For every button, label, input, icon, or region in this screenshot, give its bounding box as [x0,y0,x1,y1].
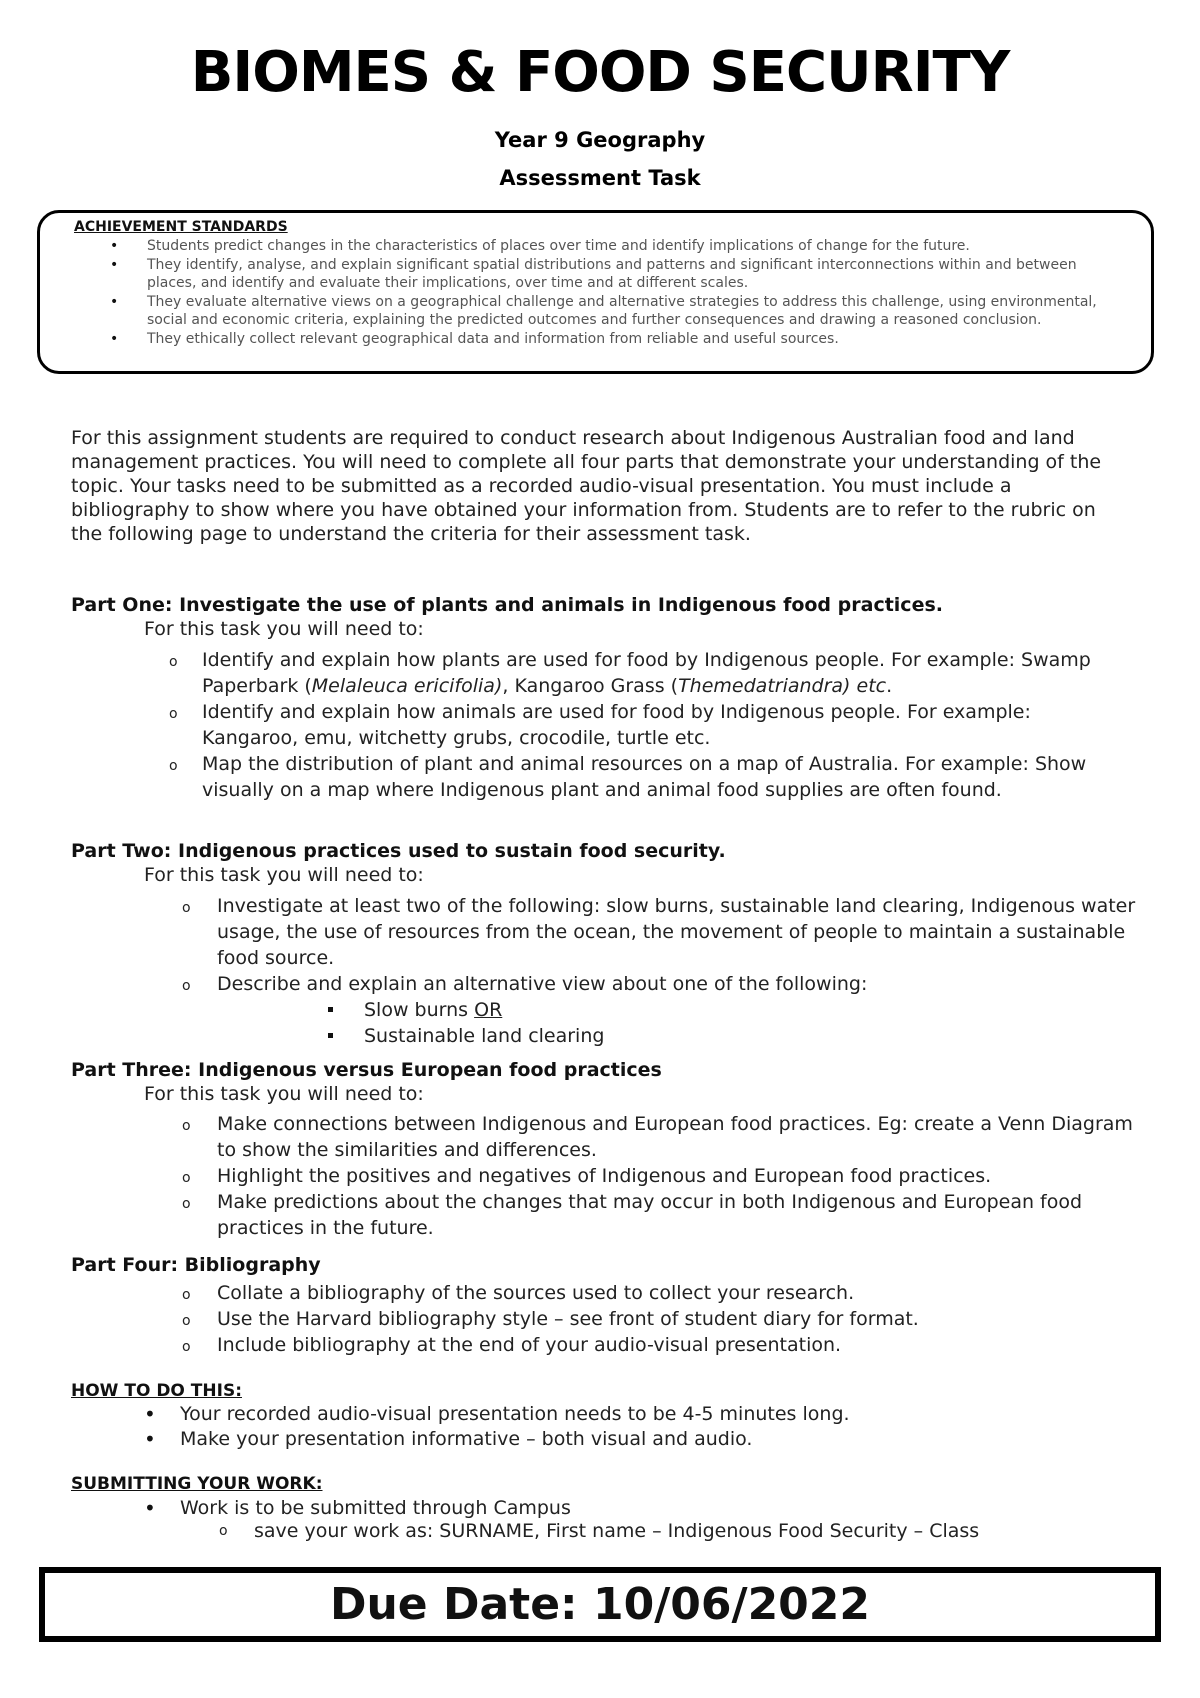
item-text: Identify and explain how plants are used for food by Indigenous people. For example: Swamp Paperbark ( [202,649,1091,697]
submitting-list [180,1496,571,1521]
option-item: Sustainable land clearing [364,1025,605,1047]
part-one-item: o Map the distribution of plant and animal resources on a map of Australia. For example: Show visually on a map where Indigenous plant and animal food supplies are often found. [202,751,1132,803]
part-four-list [217,1280,1137,1358]
standards-heading: ACHIEVEMENT STANDARDS [74,219,288,235]
how-to-item: • Make your presentation informative – both visual and audio. [180,1427,850,1452]
how-to-item: • Your recorded audio-visual presentation needs to be 4-5 minutes long. [180,1402,850,1427]
standard-item: • They evaluate alternative views on a geographical challenge and alternative strategies to address this challenge, using environmental, social and economic criteria, explaining the predicted outcomes and further consequences and drawing a reasoned conclusion. [74,293,1121,330]
part-two-need: For this task you will need to: [144,864,424,886]
achievement-standards-box [37,210,1154,374]
part-four-item: o Include bibliography at the end of your audio-visual presentation. [217,1332,1137,1358]
submitting-heading: SUBMITTING YOUR WORK: [71,1474,323,1494]
how-to-heading: HOW TO DO THIS: [71,1381,242,1401]
save-as-instruction: o save your work as: SURNAME, First name – Indigenous Food Security – Class [254,1520,979,1542]
part-three-item: o Make predictions about the changes that may occur in both Indigenous and European food practices in the future. [217,1189,1137,1241]
item-italic: Melaleuca ericifolia) [311,675,503,697]
how-to-list [180,1402,850,1452]
submitting-item: • Work is to be submitted through Campus [180,1496,571,1521]
part-three-item: o Highlight the positives and negatives of Indigenous and European food practices. [217,1163,1137,1189]
part-one-need: For this task you will need to: [144,618,424,640]
page-title: BIOMES & FOOD SECURITY [190,40,1010,105]
part-three-heading: Part Three: Indigenous versus European food practices [71,1059,662,1081]
part-two-list [217,893,1137,997]
part-one-heading: Part One: Investigate the use of plants and animals in Indigenous food practices. [71,594,943,616]
standard-item: • They identify, analyse, and explain significant spatial distributions and patterns and significant interconnections within and between places, and identify and evaluate their implications, over time and at different scales. [74,256,1121,293]
alternative-view-options [364,997,604,1049]
due-date-box [39,1567,1161,1642]
standard-item: • Students predict changes in the characteristics of places over time and identify implications of change for the future. [74,237,1121,256]
part-four-item: o Collate a bibliography of the sources used to collect your research. [217,1280,1137,1306]
part-one-item: o Identify and explain how animals are used for food by Indigenous people. For example: Kangaroo, emu, witchetty grubs, crocodile, turtle etc. [202,699,1132,751]
item-text: . [886,675,893,697]
part-three-item: o Make connections between Indigenous and European food practices. Eg: create a Venn Diagram to show the similarities and differences. [217,1111,1137,1163]
part-two-heading: Part Two: Indigenous practices used to sustain food security. [71,840,726,862]
option-text: Slow burns [364,999,475,1021]
task-subtitle: Assessment Task [499,166,701,190]
part-one-item [202,647,1132,699]
option-or: OR [474,999,503,1021]
subject-subtitle: Year 9 Geography [494,128,706,152]
intro-paragraph: For this assignment students are required to conduct research about Indigenous Australian food and land management practices. You will need to complete all four parts that demonstrate your understanding of the topic. Your tasks need to be submitted as a recorded audio-visual presentation. You must include a bibliography to show where you have obtained your information from. Students are to refer to the rubric on the following page to understand the criteria for their assessment task. [71,427,1102,545]
part-four-heading: Part Four: Bibliography [71,1254,321,1276]
part-three-need: For this task you will need to: [144,1083,424,1105]
due-date: Due Date: 10/06/2022 [329,1579,871,1630]
part-four-item: o Use the Harvard bibliography style – see front of student diary for format. [217,1306,1137,1332]
part-three-list [217,1111,1137,1241]
item-italic: Themedatriandra) etc [678,675,887,697]
standard-item: • They ethically collect relevant geographical data and information from reliable and useful sources. [74,330,1121,349]
item-text: , Kangaroo Grass ( [502,675,679,697]
standards-list [74,237,1121,348]
part-two-item: o Describe and explain an alternative view about one of the following: [217,971,1137,997]
option-item [364,997,604,1023]
part-one-list [202,647,1132,803]
part-two-item: o Investigate at least two of the following: slow burns, sustainable land clearing, Indigenous water usage, the use of resources from the ocean, the movement of people to maintain a sustainable food source. [217,893,1137,971]
